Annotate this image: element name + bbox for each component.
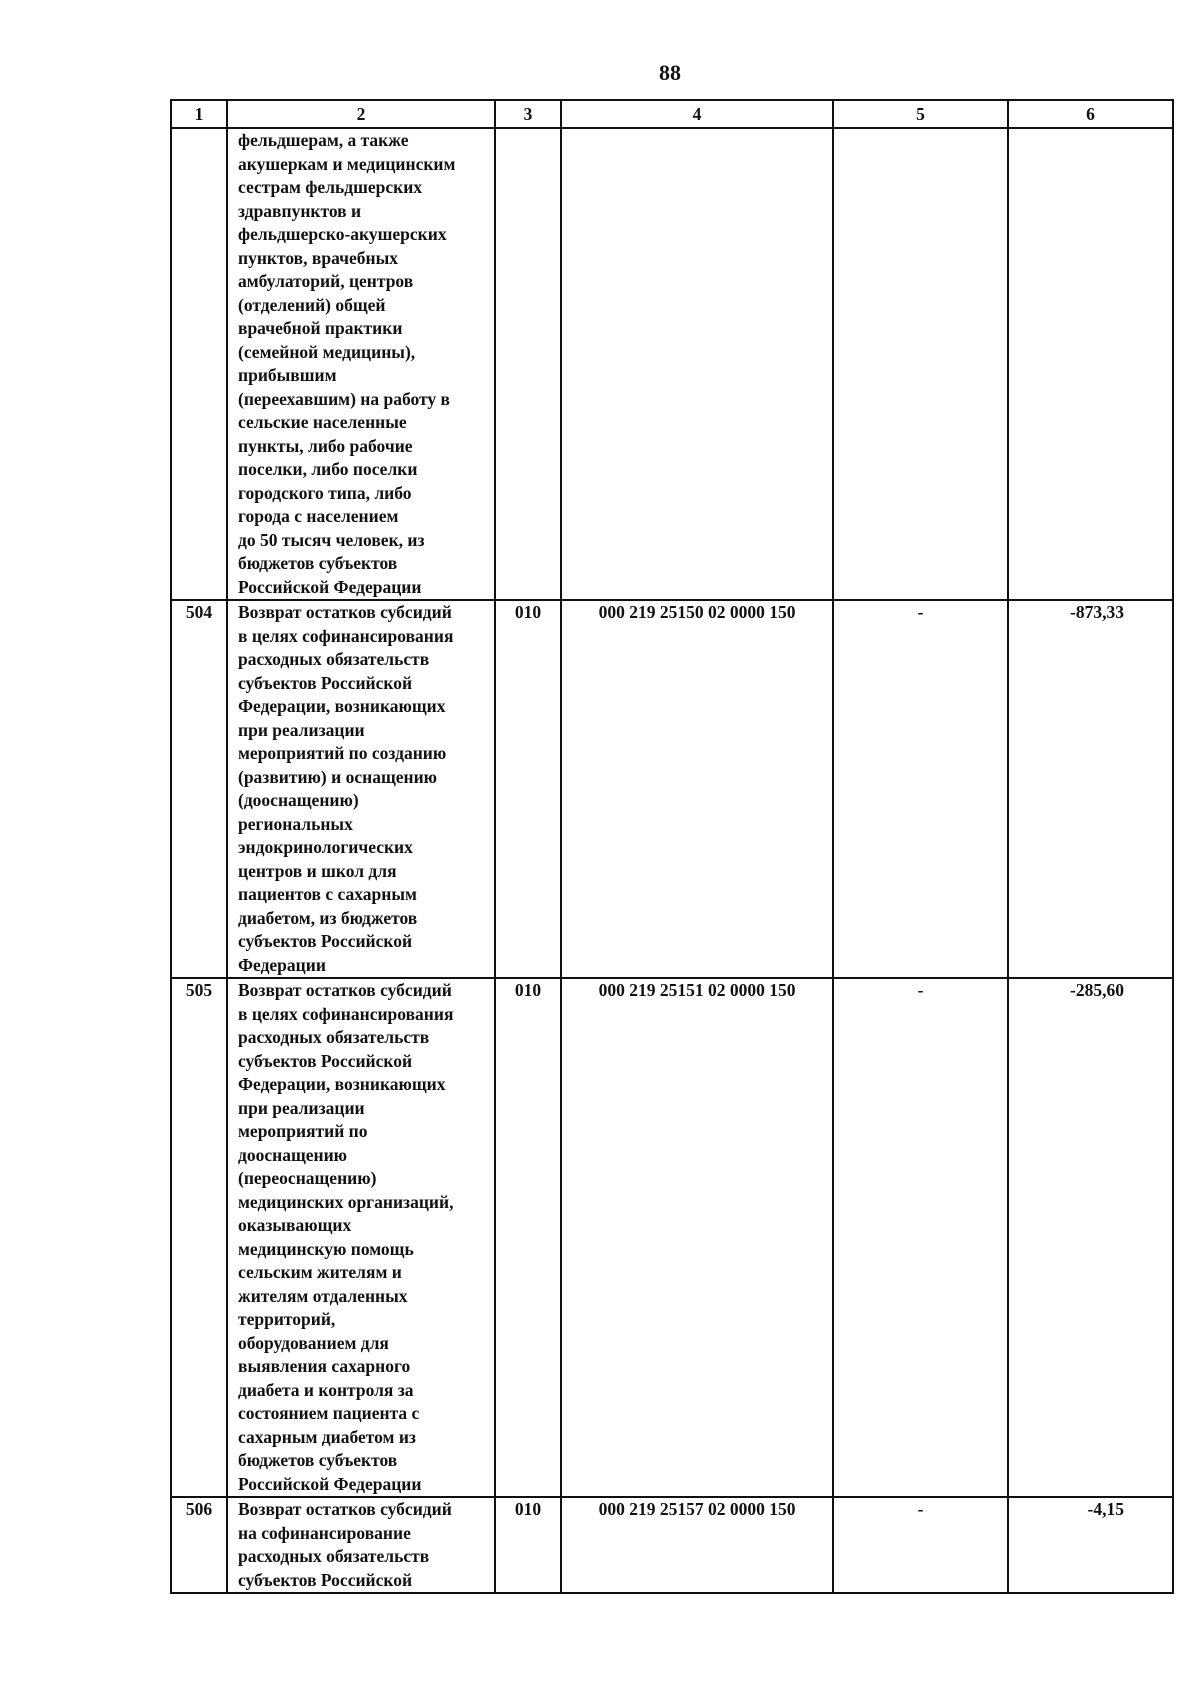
table-header-row (171, 100, 1173, 128)
row-budget-code: 000 219 25157 02 0000 150 (561, 1497, 833, 1593)
row-col5-value (833, 128, 1008, 600)
row-col5-value: - (833, 600, 1008, 978)
row-col6-value: -285,60 (1008, 978, 1173, 1497)
table-row (171, 600, 1173, 978)
column-header-5: 5 (833, 100, 1008, 128)
row-budget-code: 000 219 25150 02 0000 150 (561, 600, 833, 978)
table-row (171, 978, 1173, 1497)
row-col5-value: - (833, 978, 1008, 1497)
column-header-2: 2 (227, 100, 495, 128)
column-header-1: 1 (171, 100, 227, 128)
row-number: 504 (171, 600, 227, 978)
row-admin-code (495, 128, 561, 600)
table-row (171, 1497, 1173, 1593)
row-description: фельдшерам, а также акушеркам и медицинским сестрам фельдшерских здравпунктов и фельдшерско-акушерских пунктов, врачебных амбулаторий, центров (отделений) общей врачебной практики (семейной медицины), прибывшим (переехавшим) на работу в сельские населенные пункты, либо рабочие поселки, либо поселки городского типа, либо города с населением до 50 тысяч человек, из бюджетов субъектов Российской Федерации (227, 128, 495, 600)
row-number: 505 (171, 978, 227, 1497)
row-col6-value: -4,15 (1008, 1497, 1173, 1593)
row-budget-code: 000 219 25151 02 0000 150 (561, 978, 833, 1497)
column-header-3: 3 (495, 100, 561, 128)
row-number: 506 (171, 1497, 227, 1593)
row-col6-value (1008, 128, 1173, 600)
row-admin-code: 010 (495, 978, 561, 1497)
column-header-4: 4 (561, 100, 833, 128)
row-number (171, 128, 227, 600)
column-header-6: 6 (1008, 100, 1173, 128)
row-description: Возврат остатков субсидий на софинансирование расходных обязательств субъектов Российской (227, 1497, 495, 1593)
row-admin-code: 010 (495, 1497, 561, 1593)
row-description: Возврат остатков субсидий в целях софинансирования расходных обязательств субъектов Российской Федерации, возникающих при реализации мероприятий по дооснащению (переоснащению) медицинских организаций, оказывающих медицинскую помощь сельским жителям и жителям отдаленных территорий, оборудованием для выявления сахарного диабета и контроля за состоянием пациента с сахарным диабетом из бюджетов субъектов Российской Федерации (227, 978, 495, 1497)
row-description: Возврат остатков субсидий в целях софинансирования расходных обязательств субъектов Российской Федерации, возникающих при реализации мероприятий по созданию (развитию) и оснащению (дооснащению) региональных эндокринологических центров и школ для пациентов с сахарным диабетом, из бюджетов субъектов Российской Федерации (227, 600, 495, 978)
page-number: 88 (659, 60, 681, 85)
row-budget-code (561, 128, 833, 600)
row-admin-code: 010 (495, 600, 561, 978)
row-col6-value: -873,33 (1008, 600, 1173, 978)
table-row (171, 128, 1173, 600)
row-col5-value: - (833, 1497, 1008, 1593)
budget-table (170, 99, 1174, 1594)
